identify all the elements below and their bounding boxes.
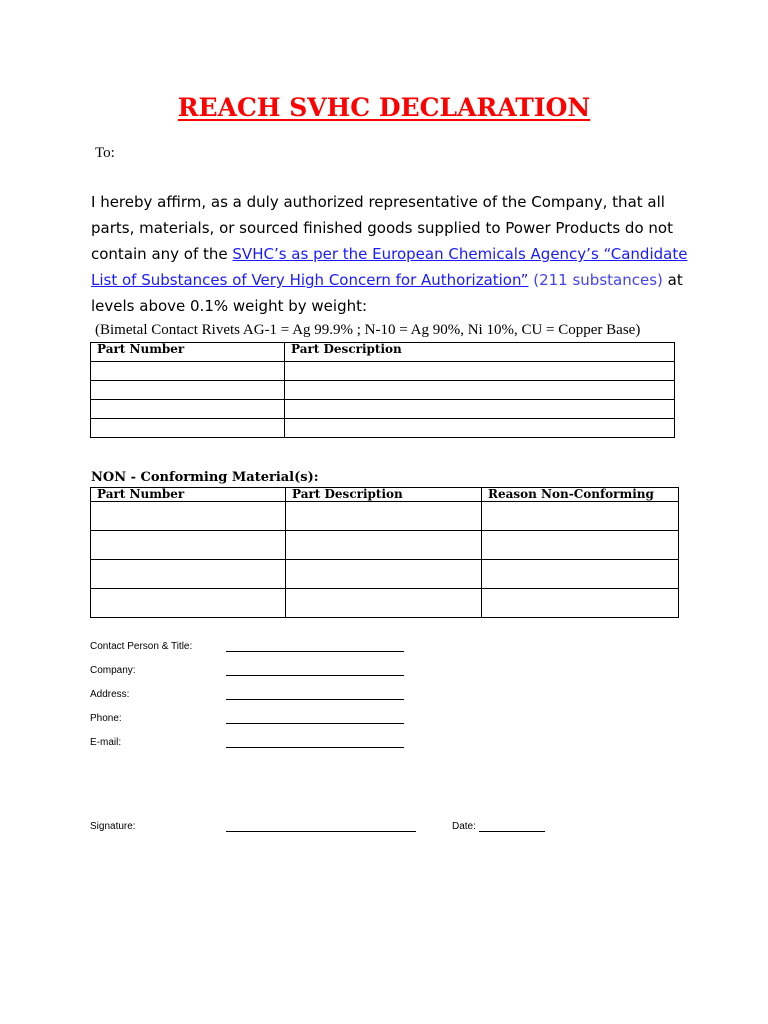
part-description-cell[interactable]: [285, 419, 675, 438]
table-row: [91, 400, 675, 419]
company-label: Company:: [90, 665, 136, 676]
parts-header-part-number: Part Number: [91, 343, 285, 362]
part-description-cell[interactable]: [286, 589, 482, 618]
part-description-cell[interactable]: [285, 362, 675, 381]
document-title: REACH SVHC DECLARATION: [177, 93, 591, 122]
part-number-cell[interactable]: [91, 381, 285, 400]
table-row: [91, 589, 679, 618]
part-description-cell[interactable]: [286, 502, 482, 531]
part-number-cell[interactable]: [91, 362, 285, 381]
signature-line[interactable]: [226, 831, 416, 832]
nonconforming-header-part-description: Part Description: [286, 488, 482, 502]
contact-person-label: Contact Person & Title:: [90, 641, 193, 652]
company-line[interactable]: [226, 675, 404, 676]
reason-cell[interactable]: [482, 531, 679, 560]
address-label: Address:: [90, 689, 130, 700]
email-line[interactable]: [226, 747, 404, 748]
contact-person-line[interactable]: [226, 651, 404, 652]
part-description-cell[interactable]: [286, 531, 482, 560]
nonconforming-header-reason: Reason Non-Conforming: [482, 488, 679, 502]
echa-candidate-list-link[interactable]: SVHC’s as per the European Chemicals Agency’s “Candidate List of Substances of Very High Concern for Authorization”: [91, 245, 688, 289]
part-description-cell[interactable]: [285, 381, 675, 400]
part-description-cell[interactable]: [286, 560, 482, 589]
affirmation-text-start: I hereby affirm, as a duly authorized representative of the Company, that all parts, materials, or sourced finished goods supplied to Power Products do not contain any of the: [91, 193, 673, 263]
address-line[interactable]: [226, 699, 404, 700]
table-row: [91, 531, 679, 560]
table-row: [91, 560, 679, 589]
part-number-cell[interactable]: [91, 502, 286, 531]
table-row: [91, 381, 675, 400]
bimetal-note: (Bimetal Contact Rivets AG-1 = Ag 99.9% ; N-10 = Ag 90%, Ni 10%, CU = Copper Base): [95, 322, 641, 338]
part-number-cell[interactable]: [91, 531, 286, 560]
phone-label: Phone:: [90, 713, 122, 724]
nonconforming-header-part-number: Part Number: [91, 488, 286, 502]
part-number-cell[interactable]: [91, 589, 286, 618]
signature-label: Signature:: [90, 821, 136, 832]
part-number-cell[interactable]: [91, 560, 286, 589]
email-label: E-mail:: [90, 737, 122, 748]
parts-table-header-row: [91, 343, 675, 362]
date-label: Date:: [452, 821, 476, 832]
reason-cell[interactable]: [482, 560, 679, 589]
parts-header-part-description: Part Description: [285, 343, 675, 362]
part-number-cell[interactable]: [91, 400, 285, 419]
phone-line[interactable]: [226, 723, 404, 724]
affirmation-text-end: at levels above 0.1% weight by weight:: [91, 271, 683, 315]
part-description-cell[interactable]: [285, 400, 675, 419]
reason-cell[interactable]: [482, 502, 679, 531]
table-row: [91, 502, 679, 531]
table-row: [91, 419, 675, 438]
to-label: To:: [95, 145, 115, 161]
nonconforming-table: [90, 487, 679, 618]
affirmation-paragraph: [91, 189, 691, 319]
nonconforming-header-row: [91, 488, 679, 502]
nonconforming-label: NON - Conforming Material(s):: [91, 470, 319, 485]
substance-count: (211 substances): [533, 271, 663, 289]
parts-table: [90, 342, 675, 438]
table-row: [91, 362, 675, 381]
reason-cell[interactable]: [482, 589, 679, 618]
date-line[interactable]: [479, 831, 545, 832]
part-number-cell[interactable]: [91, 419, 285, 438]
